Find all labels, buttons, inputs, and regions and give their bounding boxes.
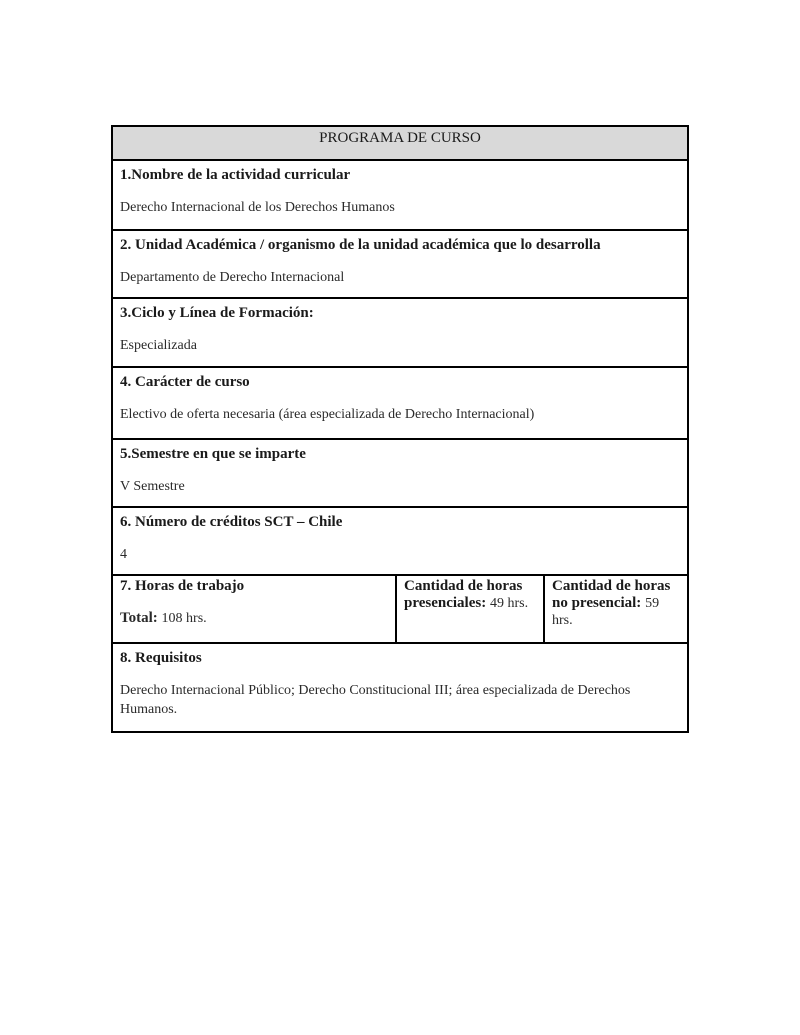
- section-semester: [113, 438, 687, 506]
- section-credits: [113, 506, 687, 574]
- total-value: 108 hrs.: [161, 611, 207, 626]
- section-value: Derecho Internacional de los Derechos Humanos: [120, 200, 395, 215]
- presencial-value: 49 hrs.: [489, 596, 529, 611]
- section-label: 3.Ciclo y Línea de Formación:: [120, 305, 314, 321]
- section-label: 5.Semestre en que se imparte: [120, 446, 306, 462]
- section-label: 7. Horas de trabajo: [120, 578, 245, 594]
- section-course-character: [113, 366, 687, 438]
- presencial-hours-cell: [395, 576, 543, 642]
- section-value: 4: [120, 547, 127, 562]
- no-presencial-label: Cantidad de horas no presencial:: [552, 578, 671, 611]
- no-presencial-value: 59 hrs.: [552, 596, 660, 628]
- document-title: PROGRAMA DE CURSO: [319, 130, 481, 146]
- section-activity-name: [113, 159, 687, 229]
- presencial-label: Cantidad de horas presenciales:: [404, 578, 523, 611]
- section-cycle-line: [113, 297, 687, 366]
- section-label: 8. Requisitos: [120, 650, 202, 666]
- section-work-hours: [113, 574, 687, 642]
- course-program-table: [111, 125, 689, 733]
- section-label: 2. Unidad Académica / organismo de la unidad académica que lo desarrolla: [120, 237, 601, 253]
- section-value: V Semestre: [120, 479, 185, 494]
- section-value: Especializada: [120, 338, 197, 353]
- table-header: [113, 127, 687, 159]
- no-presencial-hours-cell: [543, 576, 687, 642]
- section-value: Electivo de oferta necesaria (área especializada de Derecho Internacional): [120, 407, 535, 422]
- work-hours-total-cell: [113, 576, 395, 642]
- section-academic-unit: [113, 229, 687, 297]
- section-requirements: [113, 642, 687, 731]
- total-label: Total:: [120, 610, 158, 626]
- total-hours: [120, 609, 388, 628]
- section-label: 1.Nombre de la actividad curricular: [120, 167, 351, 183]
- section-value: Derecho Internacional Público; Derecho Constitucional III; área especializada de Derechos Humanos.: [120, 683, 631, 717]
- section-value: Departamento de Derecho Internacional: [120, 270, 345, 285]
- section-label: 4. Carácter de curso: [120, 374, 250, 390]
- section-label: 6. Número de créditos SCT – Chile: [120, 514, 343, 530]
